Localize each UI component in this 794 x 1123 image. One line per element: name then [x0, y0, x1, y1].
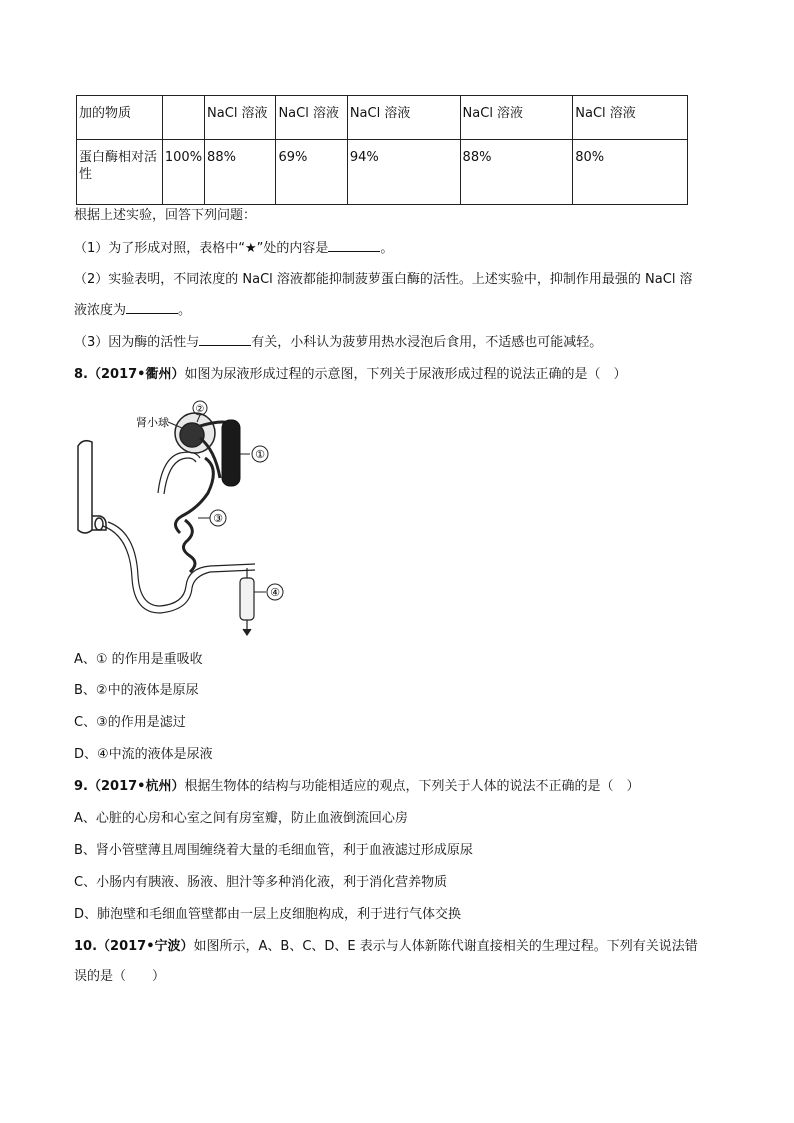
- question-2-line1: （2）实验表明，不同浓度的 NaCl 溶液都能抑制菠萝蛋白酶的活性。上述实验中，抑制作用最强的 NaCl 溶: [74, 272, 693, 287]
- table-cell: 加的物质: [77, 96, 163, 140]
- question-source: （2017•衢州）: [87, 367, 185, 382]
- answer-blank: [199, 333, 251, 346]
- table-cell: 88%: [205, 140, 276, 205]
- enzyme-activity-table: [76, 95, 688, 205]
- option-a: A、心脏的心房和心室之间有房室瓣，防止血液倒流回心房: [74, 811, 408, 826]
- question-2-line2: [74, 301, 191, 320]
- question-1-text: （1）为了形成对照，表格中“★”处的内容是: [74, 241, 329, 256]
- question-text: 如图所示，A、B、C、D、E 表示与人体新陈代谢直接相关的生理过程。下列有关说法错: [193, 939, 698, 954]
- table-cell: 88%: [460, 140, 573, 205]
- blood-vessel-1: [222, 420, 240, 486]
- table-cell: [162, 96, 204, 140]
- question-1: [74, 239, 393, 258]
- option-b: B、肾小管壁薄且周围缠绕着大量的毛细血管，利于血液滤过形成原尿: [74, 843, 473, 858]
- proximal-tubule: [175, 458, 213, 572]
- question-10-stem-cont: 误的是（ ）: [74, 969, 166, 984]
- answer-blank: [328, 239, 380, 252]
- table-cell: NaCl 溶液: [573, 96, 688, 140]
- question-1-end: 。: [380, 241, 394, 256]
- option-d: D、④中流的液体是尿液: [74, 747, 213, 762]
- option-b: B、②中的液体是原尿: [74, 683, 199, 698]
- table-row: [77, 140, 688, 205]
- question-number: 10.: [74, 939, 98, 954]
- option-c: C、③的作用是滤过: [74, 715, 186, 730]
- label-3: ③: [213, 512, 223, 525]
- question-3: [74, 333, 602, 352]
- question-number: 8.: [74, 367, 88, 382]
- table-cell: NaCl 溶液: [460, 96, 573, 140]
- label-4: ④: [270, 586, 280, 599]
- table-cell: NaCl 溶液: [347, 96, 460, 140]
- table-cell: 94%: [347, 140, 460, 205]
- table-cell: 69%: [276, 140, 347, 205]
- table-cell: 80%: [573, 140, 688, 205]
- answer-blank: [126, 301, 178, 314]
- table-cell: 100%: [162, 140, 204, 205]
- collecting-tube: [78, 441, 106, 533]
- option-a: A、① 的作用是重吸收: [74, 652, 203, 667]
- question-text: 根据生物体的结构与功能相适应的观点，下列关于人体的说法不正确的是（ ）: [184, 779, 640, 794]
- label-2: ②: [195, 404, 205, 415]
- option-c: C、小肠内有胰液、肠液、胆汁等多种消化液，利于消化营养物质: [74, 875, 448, 890]
- label-1: ①: [255, 448, 265, 461]
- table-cell: NaCl 溶液: [205, 96, 276, 140]
- question-source: （2017•宁波）: [97, 939, 194, 954]
- table-cell: NaCl 溶液: [276, 96, 347, 140]
- question-text: 如图为尿液形成过程的示意图，下列关于尿液形成过程的说法正确的是（ ）: [184, 367, 627, 382]
- question-source: （2017•杭州）: [87, 779, 185, 794]
- collecting-duct-4: [240, 568, 254, 635]
- question-3-text-end: 有关，小科认为菠萝用热水浸泡后食用，不适感也可能减轻。: [251, 335, 603, 350]
- option-d: D、肺泡壁和毛细血管壁都由一层上皮细胞构成，利于进行气体交换: [74, 907, 462, 922]
- question-2-text: 液浓度为: [74, 303, 127, 318]
- question-10-stem: [74, 938, 698, 956]
- table-cell: 蛋白酶相对活性: [77, 140, 163, 205]
- question-3-text: （3）因为酶的活性与: [74, 335, 200, 350]
- table-row: [77, 96, 688, 140]
- question-number: 9.: [74, 779, 88, 794]
- intro-text: 根据上述实验，回答下列问题：: [74, 208, 257, 223]
- question-2-end: 。: [178, 303, 192, 318]
- question-9-stem: [74, 778, 640, 796]
- urine-formation-diagram: [70, 398, 300, 636]
- glomerulus-label: 肾小球: [136, 417, 169, 429]
- question-8-stem: [74, 366, 627, 384]
